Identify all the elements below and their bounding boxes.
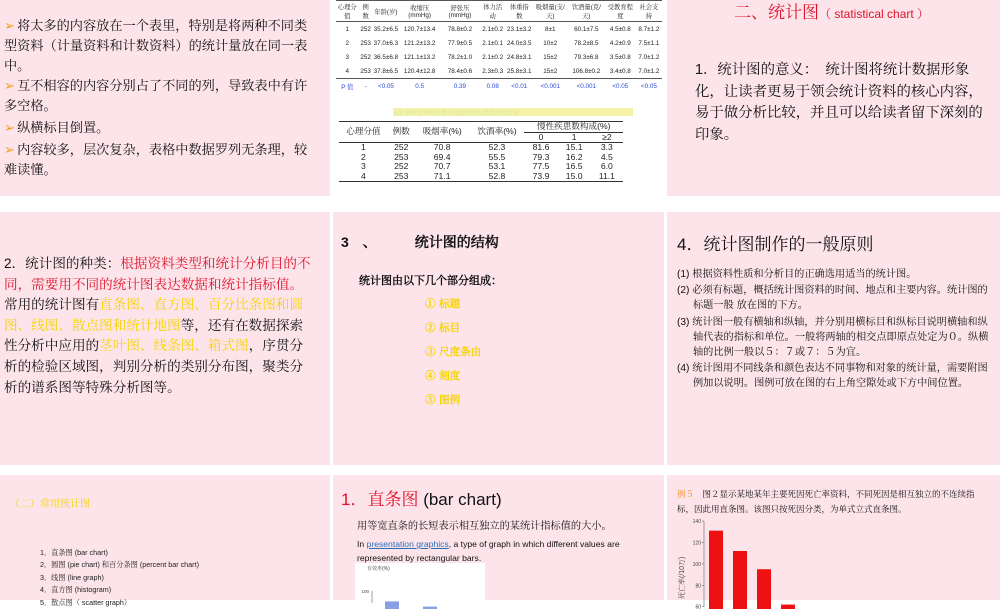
table1-header: 心理分值	[337, 4, 357, 20]
table2-header: 慢性疾患数构成(%)	[524, 122, 623, 133]
bar	[781, 605, 795, 609]
arrow-bullet-icon: ➢	[4, 142, 16, 157]
table-cell: 252	[394, 142, 409, 152]
list-item: 2．圆图 (pie chart) 和百分条图 (percent bar chart)	[40, 560, 199, 570]
bad-example-table	[336, 0, 662, 93]
table-cell: 52.8	[488, 170, 506, 181]
table-cell: 78.2±1.0	[447, 53, 473, 61]
table-cell: 69.4	[433, 151, 451, 162]
table-cell: 73.9	[532, 170, 550, 181]
arrow-bullet-icon: ➢	[4, 120, 16, 135]
table2-subheader: 1	[571, 131, 577, 142]
table-cell: 3.5±0.8	[609, 53, 631, 61]
list-item: ④ 刻度	[425, 370, 461, 382]
table-cell: 0.08	[480, 79, 506, 94]
table-cell: -	[359, 79, 373, 94]
table2-header: 例数	[392, 126, 410, 137]
table-cell: 52.3	[488, 142, 506, 152]
table-cell: 4.2±0.9	[609, 39, 631, 47]
table1-header: 收缩压(mmHg)	[408, 5, 432, 19]
table-cell: 253	[360, 67, 371, 75]
table-cell: 2.1±0.2	[482, 53, 504, 61]
table-cell: 0.39	[440, 79, 479, 94]
table-cell: 15.1	[565, 142, 583, 152]
slide-intro: 统计图由以下几个部分组成：	[359, 274, 502, 287]
table-cell: 10±2	[543, 39, 558, 47]
slide-title: 4．统计图制作的一般原则	[677, 235, 874, 254]
y-axis-label: 有效率(%)	[367, 566, 390, 572]
table-cell: 55.5	[488, 151, 506, 162]
table2-subheader: ≥2	[602, 131, 612, 142]
table1-header: 吸烟量(支/天)	[535, 4, 565, 20]
table-cell: 77.5	[532, 161, 550, 171]
slide-body: 2．统计图的种类：根据资料类型和统计分析目的不同，需要用不同的统计图表达数据和统计指标值。常用的统计图有直条图、直方图、百分比条图和圆图、线图、散点图和统计地图等，还有在数据探索性分析中应用的茎叶图、线条图、箱式图，序贯分析的检验区域图，判别分析的类别分布图，聚类分析的谱系图等特殊分析图等。	[4, 256, 311, 395]
death-rate-bar-chart	[675, 517, 835, 607]
table-cell: 37.0±6.3	[373, 39, 399, 47]
list-item: ① 标题	[425, 298, 461, 310]
slide-body: 1．统计图的意义： 统计图将统计数据形象化，让读者更易于领会统计资料的核心内容，易于做分析比较，并且可以给读者留下深刻的印象。	[695, 62, 983, 143]
table-cell: 7.0±1.2	[638, 67, 660, 75]
table-cell: 0.5	[399, 79, 440, 94]
table-cell: 53.1	[488, 161, 506, 171]
table-cell: 120.4±12.8	[403, 67, 436, 75]
slide-thumbnail-1[interactable]	[0, 0, 330, 196]
table1-header: 年龄(岁)	[374, 8, 398, 16]
table2-header: 吸烟率(%)	[422, 126, 462, 137]
table-cell: 78.2±8.5	[574, 39, 599, 47]
y-tick-label: 140	[692, 519, 701, 525]
table-cell: 11.1	[598, 170, 615, 181]
table-cell: 4.5±0.8	[609, 25, 631, 33]
english-definition: In presentation graphics, a type of graph in which different values are represented by rectangular bars.	[357, 539, 620, 563]
bar	[733, 551, 747, 609]
table-row	[339, 172, 623, 182]
slide-thumbnail-2[interactable]	[333, 0, 664, 196]
table2-caption: 表X 某研究不同心理分值组慢性疾患数构成比较	[393, 108, 633, 116]
y-tick-label: 100	[692, 561, 701, 568]
slide-thumbnail-7[interactable]	[0, 475, 330, 607]
table-cell: 6.0	[600, 161, 613, 171]
table-cell: 71.1	[433, 170, 451, 181]
table-cell: 81.6	[532, 142, 550, 152]
table-cell: 3	[361, 161, 366, 171]
table-cell: 2	[361, 151, 366, 162]
slide-thumbnail-6[interactable]	[667, 212, 1000, 465]
list-item: 3．线图 (line graph)	[40, 572, 104, 582]
bar	[709, 531, 723, 609]
slide-title: 3 、 统计图的结构	[341, 234, 499, 250]
table1-header: 例数	[362, 4, 369, 20]
table-cell: 3.3	[600, 142, 613, 152]
table-cell: 2	[345, 39, 350, 47]
table-cell: 36.5±6.8	[373, 53, 399, 61]
table-cell: 106.8±0.2	[572, 67, 601, 75]
table1-header: 体力活动	[483, 4, 503, 20]
table-cell: <0.001	[533, 79, 568, 94]
table-cell: 37.8±6.5	[373, 67, 399, 75]
table-cell: 3	[345, 53, 350, 61]
table2-header: 心理分值	[346, 126, 381, 137]
bar-chart-svg	[355, 563, 485, 603]
example-text: 例５ 图２显示某地某年主要死因死亡率资料，不同死因是相互独立的不连续指标，因此用直条图。该图只按死因分类，为单式立式直条图。	[677, 489, 975, 514]
table2-header: 饮酒率(%)	[477, 126, 517, 137]
table-row	[336, 22, 662, 37]
y-tick-label: 60	[695, 604, 701, 609]
table-cell: <0.01	[506, 79, 533, 94]
table-cell: 2.1±0.2	[482, 25, 504, 33]
list-item: ③ 尺度条由	[425, 346, 482, 358]
table-cell: 121.2±13.2	[403, 39, 436, 47]
table-cell: 1	[345, 25, 350, 33]
table-cell: 252	[360, 53, 371, 61]
table-cell: 8±1	[545, 25, 556, 33]
table-cell: 79.3±6.8	[574, 53, 599, 61]
table-cell: 3.4±0.8	[609, 67, 631, 75]
list-item: 5．散点图（ scatter graph）	[40, 597, 132, 607]
bar	[757, 569, 771, 609]
principle-item: (3) 统计图一般有横轴和纵轴，并分别用横标目和纵标目说明横轴和纵轴代表的指标和单位。一般将两轴的相交点即原点处定为０。纵横轴的比例一般以５：７或７：５为宜。	[677, 316, 989, 359]
table-cell: 253	[360, 39, 371, 47]
table-cell: 120.7±13.4	[403, 25, 436, 33]
table1-header: 饮酒量(克/天)	[571, 4, 601, 20]
table-row	[336, 50, 662, 64]
arrow-bullet-icon: ➢	[4, 78, 16, 93]
table-cell: 24.0±3.5	[507, 39, 532, 47]
list-item: 4．直方图 (histogram)	[40, 585, 112, 595]
list-item: ⑤ 图例	[425, 394, 461, 406]
table-cell: 15.0	[565, 170, 583, 181]
y-tick-label: 100	[361, 589, 369, 594]
table-cell: 15±2	[543, 67, 558, 75]
table-row	[336, 64, 662, 79]
y-tick-label: 120	[692, 540, 701, 547]
structure-list	[425, 292, 481, 412]
slide-subtitle: （二）常用统计图	[10, 499, 90, 510]
table-cell: 23.1±3.2	[507, 25, 532, 33]
table-cell: 253	[394, 170, 409, 181]
table-cell: 35.2±6.5	[373, 25, 399, 33]
table-cell: 8.7±1.2	[638, 25, 660, 33]
table-cell: 121.1±13.2	[403, 53, 436, 61]
table-cell: 78.8±0.2	[447, 25, 473, 33]
table-cell: 252	[360, 25, 371, 33]
table1-header: 舒张压(mmHg)	[448, 5, 472, 19]
table-cell: 77.9±0.5	[447, 39, 473, 47]
table-cell: 4	[345, 67, 350, 75]
table-cell: 70.8	[433, 142, 451, 152]
bullet-1: ➢ 将太多的内容放在一个表里，特别是将两种不同类型资料（计量资料和计数资料）的统计量放在同一表中。	[4, 18, 308, 73]
table2-subheader: 0	[538, 131, 544, 142]
table-cell: 1	[361, 142, 366, 152]
bullet-4: ➢ 内容较多，层次复杂，表格中数据罗列无条理，较难读懂。	[4, 142, 308, 177]
table-cell: <0.05	[373, 79, 399, 94]
p-value-row	[336, 79, 662, 94]
table-cell: 252	[394, 161, 409, 171]
slide-thumbnail-8[interactable]	[333, 475, 664, 600]
y-axis-label: 死亡率(/10万)	[679, 556, 686, 599]
slide-thumbnail-5[interactable]	[333, 212, 664, 465]
chart-type-list	[40, 547, 199, 609]
bullet-2: ➢ 互不相容的内容分别占了不同的列，导致表中有许多空格。	[4, 78, 308, 113]
slide-thumbnail-4[interactable]	[0, 212, 330, 465]
table-cell: <0.001	[568, 79, 605, 94]
table-cell: 60.1±7.5	[574, 25, 599, 33]
table-cell: 2.1±0.1	[482, 39, 504, 47]
table-cell: 7.5±1.1	[638, 39, 660, 47]
arrow-bullet-icon: ➢	[4, 18, 16, 33]
slide-description: 用等宽直条的长短表示相互独立的某统计指标值的大小。	[357, 521, 612, 532]
table-row	[339, 143, 623, 153]
table-cell: 79.3	[532, 151, 550, 162]
good-example-table	[339, 121, 623, 182]
table-cell: 16.5	[565, 161, 583, 171]
table-cell: 253	[394, 151, 409, 162]
slide-thumbnail-3[interactable]	[667, 0, 1000, 196]
table-cell: 15±2	[543, 53, 558, 61]
slide-body	[677, 267, 992, 393]
y-tick-label: 80	[695, 583, 701, 590]
list-item: ② 标目	[425, 322, 461, 334]
table-cell: 25.8±3.1	[507, 67, 532, 75]
slide-thumbnail-9[interactable]	[667, 475, 1000, 609]
presentation-graphics-link[interactable]: presentation graphics	[366, 539, 449, 549]
bar-chart-preview	[355, 563, 485, 603]
table-cell: 7.0±1.2	[638, 53, 660, 61]
table-row	[336, 36, 662, 50]
table-cell: 78.4±0.6	[447, 67, 473, 75]
table-cell: 24.8±3.1	[507, 53, 532, 61]
bar	[385, 601, 399, 609]
slide-title: 1．直条图 (bar chart)	[341, 490, 502, 509]
table1-header: 社会支持	[639, 4, 659, 20]
table1-header: 受教育程度	[607, 4, 633, 20]
table-cell: 4.5	[600, 151, 613, 162]
slide-title: 二、统计图（ statistical chart ）	[734, 3, 930, 22]
principle-item: (4) 统计图用不同线条和颜色表达不同事物和对象的统计量，需要附图例加以说明。图例可放在图的右上角空隙处或下方中间位置。	[677, 363, 988, 390]
table-cell: <0.05	[636, 79, 662, 94]
principle-item: (1) 根据资料性质和分析目的正确选用适当的统计图。	[677, 269, 917, 280]
table-cell: 2.3±0.3	[482, 67, 504, 75]
table-cell: 70.7	[433, 161, 451, 171]
bullet-3: ➢ 纵横标目倒置。	[4, 120, 110, 135]
table-cell: 16.2	[565, 151, 583, 162]
table1-header: 体重指数	[509, 4, 529, 20]
principle-item: (2) 必须有标题，概括统计图资料的时间、地点和主要内容。统计图的标题一般 放在图的下方。	[677, 285, 988, 312]
table-cell: <0.05	[605, 79, 636, 94]
table-cell: 4	[361, 170, 366, 181]
table-cell: P 值	[336, 79, 359, 94]
list-item: 1．直条图 (bar chart)	[40, 548, 108, 557]
